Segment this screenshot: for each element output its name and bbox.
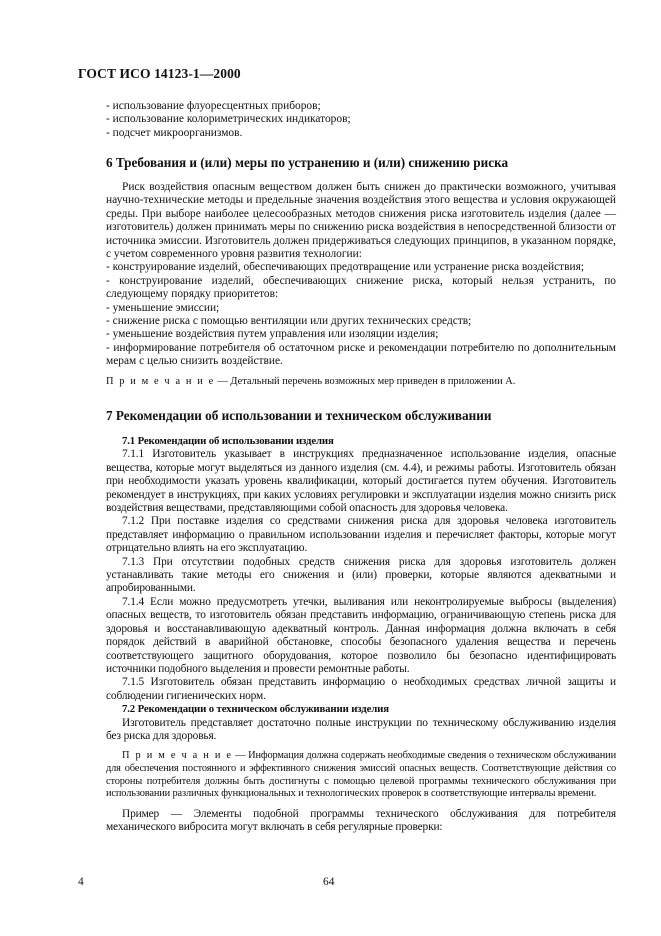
paragraph-7-1-2: 7.1.2 При поставке изделия со средствами снижения риска для здоровья человека изготовитель представляет информацию о правильном использовании изделия и перечисляет факторы, которые могут отрицательно влиять на его эксплуатацию. (106, 515, 616, 555)
section-6-title: 6 Требования и (или) меры по устранению и (или) снижению риска (106, 155, 509, 170)
list-item: - подсчет микроорганизмов. (106, 126, 243, 139)
paragraph-7-1-5: 7.1.5 Изготовитель обязан представить информацию о необходимых средствах личной защиты и соблюдении гигиенических норм. (106, 676, 616, 702)
list-item: - информирование потребителя об остаточном риске и рекомендации потребителю по дополнительным мерам с целью снизить воздействие. (106, 341, 616, 368)
subsection-7-1-title: 7.1 Рекомендации об использовании изделия (122, 435, 334, 447)
list-item: - использование колориметрических индикаторов; (106, 113, 351, 126)
list-item: - уменьшение воздействия путем управления или изоляции изделия; (106, 328, 439, 341)
section-6-note (106, 376, 616, 389)
document-header: ГОСТ ИСО 14123-1—2000 (78, 66, 241, 81)
paragraph-7-1-4: 7.1.4 Если можно предусмотреть утечки, выливания или неконтролируемые выбросы (выделения) опасных веществ, то изготовитель обязан представить информацию, ограничивающую степень риска для здоровья и восстанавливающую адекватный контроль. Данная информация должна включать в себя порядок действий в аварийной обстановке, способы безопасного удаления вещества и перечень соответствующего защитного оборудования, которое позволило бы безопасно идентифицировать источники подобного выделения и провести ремонтные работы. (106, 595, 616, 675)
section-7-title: 7 Рекомендации об использовании и техническом обслуживании (106, 408, 492, 423)
section-6-body (106, 181, 616, 388)
paragraph-7-1-1: 7.1.1 Изготовитель указывает в инструкциях предназначенное использование изделия, опасные вещества, которые могут выделяться из данного изделия (см. 4.4), и режимы работы. Изготовитель обязан при необходимости указать уровень квалификации, который достигается путем обучения. Изготовитель рекомендует в инструкциях, при каких условиях регулировки и эксплуатации изделия можно снизить риск воздействия веществами, представляющими собой опасность для здоровья человека. (106, 448, 616, 515)
section-7-note (106, 750, 616, 800)
note-text: — Информация должна содержать необходимые сведения о техническом обслуживании для обеспечения постоянного и эффективного снижения эмиссий опасных веществ. Соответствующие действия со стороны потребителя должны быть достигнуты с помощью целевой программы технического обслуживания при использовании различных функциональных и технологических проверок в соответствующие интервалы времени. (106, 750, 616, 800)
note-label: П р и м е ч а н и е (122, 750, 233, 762)
list-item: - конструирование изделий, обеспечивающих предотвращение или устранение риска воздействия; (106, 261, 585, 274)
list-item: - снижение риска с помощью вентиляции или других технических средств; (106, 315, 472, 328)
list-item: - использование флуоресцентных приборов; (106, 100, 321, 112)
paragraph-7-2: Изготовитель представляет достаточно полные инструкции по техническому обслуживанию изделия без риска для здоровья. (106, 716, 616, 742)
list-item: - уменьшение эмиссии; (106, 301, 220, 314)
section-6-paragraph: Риск воздействия опасным веществом должен быть снижен до практически возможного, учитывая научно-технические методы и предельные значения воздействия этого вещества и условия окружающей среды. При выборе наиболее целесообразных методов снижения риска изготовитель изделия (далее — изготовитель) должен принимать меры по снижению риска воздействия в непосредственной близости от источника эмиссии. Изготовитель должен придерживаться следующих принципов, в указанном порядке, с учетом современного уровня развития технологии: (106, 181, 616, 261)
section-7-body (106, 435, 616, 835)
page-number-left: 4 (78, 876, 84, 888)
paragraph-7-1-3: 7.1.3 При отсутствии подобных средств снижения риска для здоровья изготовитель должен устанавливать такие методы его снижения и (или) проверки, которые являются адекватными и апробированными. (106, 555, 616, 595)
subsection-7-2-title: 7.2 Рекомендации о техническом обслуживании изделия (122, 703, 389, 716)
page-number-center: 64 (323, 876, 335, 888)
top-list (106, 100, 616, 140)
note-label: П р и м е ч а н и е (106, 375, 215, 387)
note-text: — Детальный перечень возможных мер приведен в приложении А. (214, 375, 516, 387)
list-item: - конструирование изделий, обеспечивающих снижение риска, который нельзя устранить, по следующему порядку приоритетов: (106, 274, 616, 301)
example-paragraph: Пример — Элементы подобной программы технического обслуживания для потребителя механического вибросита могут включать в себя регулярные проверки: (106, 807, 616, 834)
